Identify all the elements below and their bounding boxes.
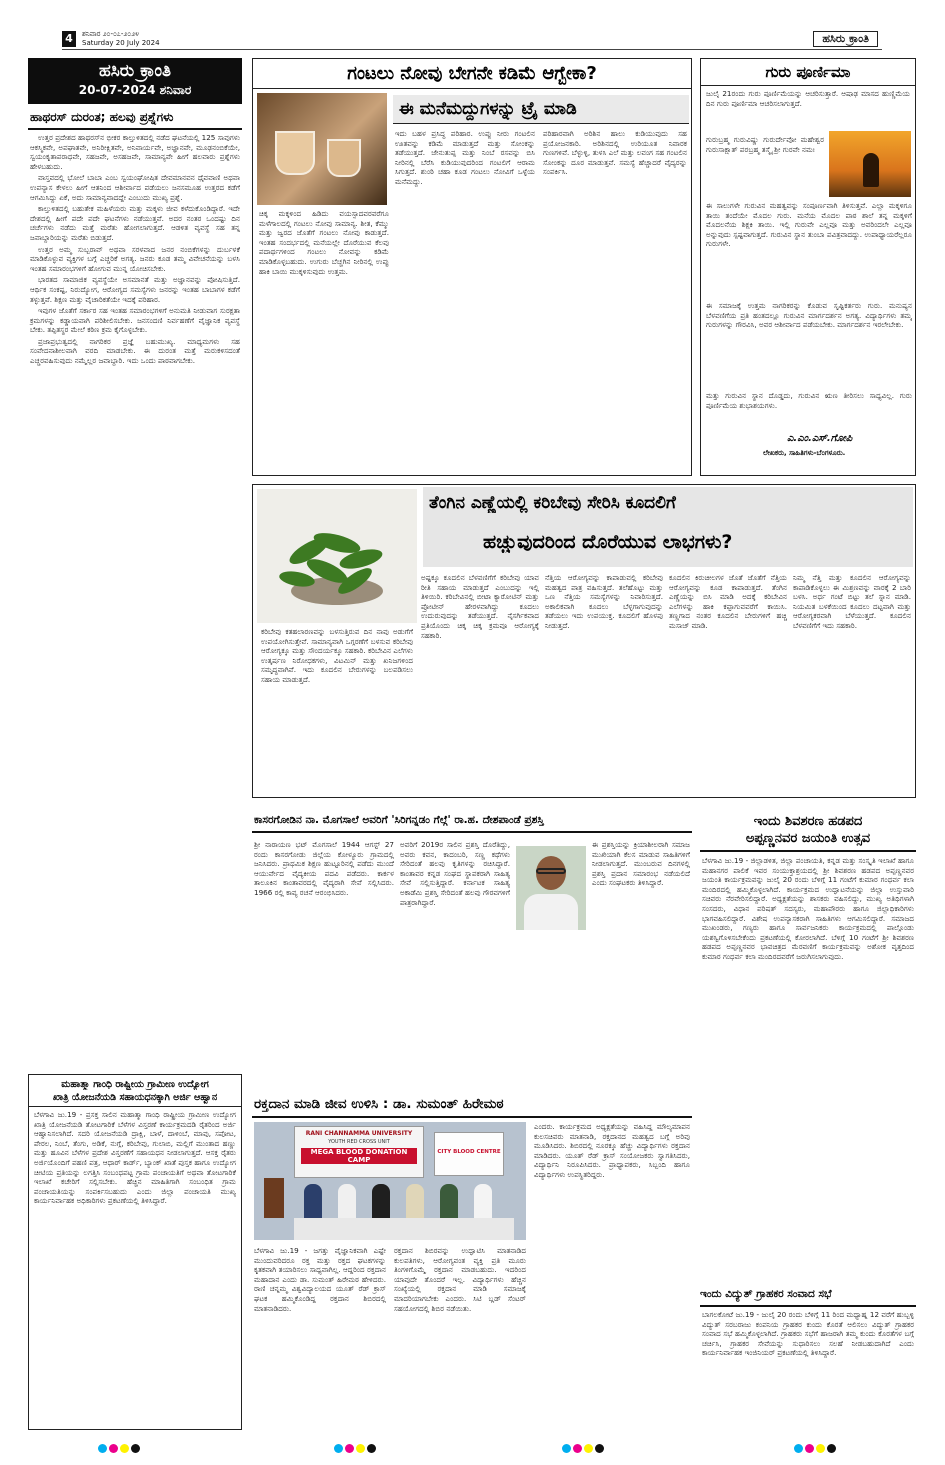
award-col: ಈ ಪ್ರಶಸ್ತಿಯನ್ನು ಕ್ರಿಯಾಶೀಲರಾಗಿ ಸಮಾಜ ಮುಖಿಯಾಗಿ ಕೆಲಸ ಮಾಡುವ ಸಾಹಿತಿಗಳಿಗೆ ನೀಡಲಾಗುತ್ತದೆ. ಮುಂಬರುವ ದಿನಗಳಲ್ಲಿ ಪ್ರಶಸ್ತಿ ಪ್ರದಾನ ಸಮಾರಂಭ ನಡೆಯಲಿದೆ ಎಂದು ಸಂಘಟಕರು ತಿಳಿಸಿದ್ದಾರೆ. — [592, 840, 690, 888]
cmyk-dot — [562, 1444, 571, 1453]
header-date-kn: ಶನಿವಾರ ೨೦-೦೭-೨೦೨೪ — [82, 30, 140, 38]
cmyk-dot — [584, 1444, 593, 1453]
cmyk-dot — [334, 1444, 343, 1453]
curry-title-line1: ತೆಂಗಿನ ಎಣ್ಣೆಯಲ್ಲಿ ಕರಿಬೇವು ಸೇರಿಸಿ ಕೂದಲಿಗೆ — [429, 493, 676, 513]
author-glasses — [536, 868, 566, 874]
shivasharana-body: ಬೆಳಗಾವಿ ಜು.19 - ಜಿಲ್ಲಾಡಳಿತ, ಜಿಲ್ಲಾ ಪಂಚಾಯತಿ, ಕನ್ನಡ ಮತ್ತು ಸಂಸ್ಕೃತಿ ಇಲಾಖೆ ಹಾಗೂ ಮಹಾನಗರ ಪಾಲಿಕೆ ಇವರ ಸಂಯುಕ್ತಾಶ್ರಯದಲ್ಲಿ ಶ್ರೀ ಶಿವಶರಣ ಹಡಪದ ಅಪ್ಪಣ್ಣನವರ ಜಯಂತಿ ಕಾರ್ಯಕ್ರಮವನ್ನು ಜುಲೈ 20 ರಂದು ಬೆಳಿಗ್ಗೆ 11 ಗಂಟೆಗೆ ಕುಮಾರ ಗಂಧರ್ವ ಕಲಾ ಮಂದಿರದಲ್ಲಿ ಹಮ್ಮಿಕೊಳ್ಳಲಾಗಿದೆ. ಕಾರ್ಯಕ್ರಮದ ಉದ್ಘಾಟನೆಯನ್ನು ಜಿಲ್ಲಾ ಉಸ್ತುವಾರಿ ಸಚಿವರು ನೆರವೇರಿಸಲಿದ್ದಾರೆ. ಅಧ್ಯಕ್ಷತೆಯನ್ನು ಶಾಸಕರು ವಹಿಸಲಿದ್ದು, ಮುಖ್ಯ ಅತಿಥಿಗಳಾಗಿ ಸಂಸದರು, ವಿಧಾನ ಪರಿಷತ್ ಸದಸ್ಯರು, ಮಹಾಪೌರರು ಹಾಗೂ ಜಿಲ್ಲಾಧಿಕಾರಿಗಳು ಭಾಗವಹಿಸಲಿದ್ದಾರೆ. ವಿಶೇಷ ಉಪನ್ಯಾಸಕರಾಗಿ ಸಾಹಿತಿಗಳು ಆಗಮಿಸಲಿದ್ದಾರೆ. ಸಮಾಜದ ಮುಖಂಡರು, ಗಣ್ಯರು ಹಾಗೂ ಸಾರ್ವಜನಿಕರು ಕಾರ್ಯಕ್ರಮದಲ್ಲಿ ಪಾಲ್ಗೊಂಡು ಯಶಸ್ವಿಗೊಳಿಸಬೇಕೆಂದು ಪ್ರಕಟಣೆಯಲ್ಲಿ ಕೋರಲಾಗಿದೆ. ಬೆಳಿಗ್ಗೆ 10 ಗಂಟೆಗೆ ಶ್ರೀ ಶಿವಶರಣ ಹಡಪದ ಅಪ್ಪಣ್ಣನವರ ಭಾವಚಿತ್ರದ ಮೆರವಣಿಗೆ ಕಾರ್ಯಕ್ರಮವನ್ನು ಅಶೋಕ ವೃತ್ತದಿಂದ ಕುಮಾರ ಗಂಧರ್ವ ಕಲಾ ಮಂದಿರದವರೆಗೆ ಜರುಗಿಸಲಾಗುವುದು. — [702, 856, 914, 961]
mgnrega-title-line1: ಮಹಾತ್ಮಾ ಗಾಂಧಿ ರಾಷ್ಟ್ರೀಯ ಗ್ರಾಮೀಣ ಉದ್ಯೋಗ — [61, 1079, 209, 1090]
guru-verse: ಗುರುಬ್ರಹ್ಮ ಗುರುವಿಷ್ಣು ಗುರುರ್ದೇವೋ ಮಹೇಶ್ವರ ಗುರುಸಾಕ್ಷಾತ್ ಪರಬ್ರಹ್ಮ ತಸ್ಮೈ ಶ್ರೀ ಗುರವೇ ನಮಃ — [706, 135, 824, 154]
throat-remedy-article — [252, 58, 692, 476]
award-col: ಅವರಿಗೆ 2019ರ ಸಾಲಿನ ಪ್ರಶಸ್ತಿ ದೊರೆತಿದ್ದು, ಅವರು ಕವನ, ಕಾದಂಬರಿ, ಸಣ್ಣ ಕಥೆಗಳು ಸೇರಿದಂತೆ ಹಲವು ಕೃತಿಗಳನ್ನು ರಚಿಸಿದ್ದಾರೆ. ಕಾಂತಾವರ ಕನ್ನಡ ಸಂಘದ ಸ್ಥಾಪಕರಾಗಿ ಸಾಹಿತ್ಯ ಸೇವೆ ಸಲ್ಲಿಸುತ್ತಿದ್ದಾರೆ. ಕರ್ನಾಟಕ ಸಾಹಿತ್ಯ ಅಕಾಡೆಮಿ ಪ್ರಶಸ್ತಿ ಸೇರಿದಂತೆ ಹಲವು ಗೌರವಗಳಿಗೆ ಪಾತ್ರರಾಗಿದ್ದಾರೆ. — [400, 840, 510, 907]
cmyk-dot — [367, 1444, 376, 1453]
mgnrega-title-line2: ಖಾತ್ರಿ ಯೋಜನೆಯಡಿ ಸಹಾಯಧನಕ್ಕಾಗಿ ಅರ್ಜಿ ಆಹ್ವಾನ — [29, 1090, 241, 1107]
registration-marks — [98, 1444, 140, 1453]
curry-under-img: ಕರಿಬೇವು ಕತಹಲಾರಣವನ್ನು ಬಳಸುತ್ತಿರುವ ದಿನ ನಾವು ಅಡುಗೆಗೆ ಉಪಯೋಗಿಸುತ್ತೇವೆ. ಸಾಮಾನ್ಯವಾಗಿ ಒಗ್ಗರಣೆಗೆ ಬಳಸುವ ಕರಿಬೇವು ಆರೋಗ್ಯಕ್ಕೂ ಮತ್ತು ಸೌಂದರ್ಯಕ್ಕೂ ಸಹಕಾರಿ. ಕರಿಬೇವಿನ ಎಲೆಗಳು ಉತ್ಕರ್ಷಣ ನಿರೋಧಕಗಳು, ವಿಟಮಿನ್ ಮತ್ತು ಖನಿಜಗಳಿಂದ ಸಮೃದ್ಧವಾಗಿವೆ. ಇದು ಕೂದಲಿನ ಬೇರುಗಳನ್ನು ಬಲಪಡಿಸಲು ಸಹಾಯ ಮಾಡುತ್ತದೆ. — [261, 627, 413, 684]
side-banner-text: CITY BLOOD CENTRE — [437, 1149, 501, 1155]
cmyk-dot — [816, 1444, 825, 1453]
curry-photo — [257, 489, 417, 623]
banner-university: RANI CHANNAMMA UNIVERSITY — [305, 1130, 413, 1137]
header-paper-name: ಹಸಿರು ಕ್ರಾಂತಿ — [813, 31, 878, 47]
hathras-title: ಹಾಥರಸ್ ದುರಂತ; ಹಲವು ಪ್ರಶ್ನೆಗಳು — [28, 106, 242, 130]
power-title: ಇಂದು ವಿದ್ಯುತ್ ಗ್ರಾಹಕರ ಸಂವಾದ ಸಭೆ — [700, 1284, 916, 1307]
throat-title-line1: ಗಂಟಲು ನೋವು ಬೇಗನೇ ಕಡಿಮೆ ಆಗ್ಬೇಕಾ? — [253, 59, 691, 89]
hathras-para: ಇವುಗಳ ಜೊತೆಗೆ ಸರ್ಕಾರ ಸಹ ಇಂತಹ ಸಮಾರಂಭಗಳಿಗೆ ಅನುಮತಿ ನೀಡುವಾಗ ಸುರಕ್ಷತಾ ಕ್ರಮಗಳನ್ನು ಕಡ್ಡಾಯವಾಗಿ ಪರಿಶೀಲಿಸಬೇಕು. ಜನಸಂದಣಿ ನಿರ್ವಹಣೆಗೆ ವೈಜ್ಞಾನಿಕ ವ್ಯವಸ್ಥೆ ಬೇಕು. ತಪ್ಪಿತಸ್ಥರ ಮೇಲೆ ಕಠಿಣ ಕ್ರಮ ಕೈಗೊಳ್ಳಬೇಕು. — [30, 306, 240, 335]
hathras-para: ಉತ್ತರ ಪ್ರದೇಶದ ಹಾಥರಸ್‌ನ ಭೀಕರ ಕಾಲ್ತುಳಿತದಲ್ಲಿ ನಡೆದ ಘಟನೆಯಲ್ಲಿ 125 ಸಾವುಗಳು ಆಕಸ್ಮಿಕವೇ, ಅಪಘಾತವೇ, ಅನಿರೀಕ್ಷಿತವೇ, ಅನಿವಾರ್ಯವೇ, ಅಜ್ಞಾನವೇ, ಮೂಢನಂಬಿಕೆಯೇ, ಸ್ವಯಂಕೃತಾಪರಾಧವೇ, ಸಹಜವೇ, ಅಸಹಜವೇ, ಸಾಮಾನ್ಯವೇ ಹೀಗೆ ಹಲವಾರು ಪ್ರಶ್ನೆಗಳು ಹೇಳಬಹುದು. — [30, 133, 240, 171]
curry-col: ನಿಮ್ಮ ನೆತ್ತಿ ಮತ್ತು ಕೂದಲಿನ ಆರೋಗ್ಯವನ್ನು ಕಾಪಾಡಿಕೊಳ್ಳಲು ಈ ಮಿಶ್ರಣವನ್ನು ವಾರಕ್ಕೆ 2 ಬಾರಿ ಬಳಸಿ. ಅರ್ಧ ಗಂಟೆ ಬಿಟ್ಟು ತಲೆ ಸ್ನಾನ ಮಾಡಿ. ನಿಯಮಿತ ಬಳಕೆಯಿಂದ ಕೂದಲು ದಟ್ಟವಾಗಿ ಮತ್ತು ಆರೋಗ್ಯಕರವಾಗಿ ಬೆಳೆಯುತ್ತದೆ. ಕೂದಲಿನ ಬೆಳವಣಿಗೆಗೆ ಇದು ಸಹಕಾರಿ. — [793, 573, 911, 630]
author-photo — [516, 846, 586, 930]
banner-unit: YOUTH RED CROSS UNIT — [328, 1139, 390, 1145]
guru-signature: ಎ.ಎಂ.ಎಸ್.ಗೋಪಿ — [787, 433, 853, 444]
curry-leaves-illustration — [257, 489, 417, 623]
guru-author-role: ಲೇಖಕರು, ಸಾಹಿತಿಗಳು-ಬೆಂಗಳೂರು. — [763, 449, 846, 457]
cmyk-dot — [805, 1444, 814, 1453]
guru-para: ಮತ್ತು ಗುರುವಿನ ಸ್ಥಾನ ದೊಡ್ಡದು, ಗುರುವಿನ ಋಣ ತೀರಿಸಲು ಸಾಧ್ಯವಿಲ್ಲ. ಗುರು ಪೂರ್ಣಿಮೆಯ ಶುಭಾಶಯಗಳು. — [706, 391, 912, 410]
banner-camp: MEGA BLOOD DONATION CAMP — [301, 1148, 417, 1164]
side-banner — [434, 1132, 504, 1176]
power-body: ಬಾಗಲಕೋಟೆ ಜು.19 - ಜುಲೈ 20 ರಂದು ಬೆಳಿಗ್ಗೆ 11 ರಿಂದ ಮಧ್ಯಾಹ್ನ 12 ವರೆಗೆ ಹುಬ್ಬಳ್ಳಿ ವಿದ್ಯುತ್ ಸರಬರಾಜು ಕಂಪನಿಯ ಗ್ರಾಹಕರ ಕುಂದು ಕೊರತೆ ಆಲಿಸಲು ವಿದ್ಯುತ್ ಗ್ರಾಹಕರ ಸಂವಾದ ಸಭೆ ಹಮ್ಮಿಕೊಳ್ಳಲಾಗಿದೆ. ಗ್ರಾಹಕರು ಸಭೆಗೆ ಹಾಜರಾಗಿ ತಮ್ಮ ಕುಂದು ಕೊರತೆಗಳ ಬಗ್ಗೆ ಚರ್ಚಿಸಿ, ಗ್ರಾಹಕರ ಸೇವೆಯನ್ನು ಸುಧಾರಿಸಲು ಸಲಹೆ ನೀಡಬಹುದಾಗಿದೆ ಎಂದು ಕಾರ್ಯನಿರ್ವಾಹಕ ಇಂಜಿನಿಯರ್ ಪ್ರಕಟಣೆಯಲ್ಲಿ ತಿಳಿಸಿದ್ದಾರೆ. — [702, 1310, 914, 1358]
hathras-body — [28, 130, 242, 1060]
registration-marks — [334, 1444, 376, 1453]
cmyk-dot — [827, 1444, 836, 1453]
guru-para: ಜುಲೈ 21ರಂದು ಗುರು ಪೂರ್ಣಿಮೆಯನ್ನು ಆಚರಿಸುತ್ತಾರೆ. ಆಷಾಢ ಮಾಸದ ಹುಣ್ಣಿಮೆಯ ದಿನ ಗುರು ಪೂರ್ಣಿಮಾ ಆಚರಿಸಲಾಗುತ್ತದೆ. — [706, 89, 910, 108]
guru-photo — [829, 131, 911, 197]
cmyk-dot — [109, 1444, 118, 1453]
shivasharana-article — [700, 808, 916, 1278]
curry-col: ನೆತ್ತಿಯ ಆರೋಗ್ಯವನ್ನು ಕಾಪಾಡುವಲ್ಲಿ ಕರಿಬೇವು ಮಹತ್ವದ ಪಾತ್ರ ವಹಿಸುತ್ತದೆ. ತಲೆಹೊಟ್ಟು ಮತ್ತು ಒಣ ನೆತ್ತಿಯ ಸಮಸ್ಯೆಗಳನ್ನು ನಿವಾರಿಸುತ್ತದೆ. ಅಕಾಲಿಕವಾಗಿ ಕೂದಲು ಬೆಳ್ಳಗಾಗುವುದನ್ನು ತಡೆಯಲು ಇದು ಉಪಯುಕ್ತ. ಕೂದಲಿಗೆ ಹೊಳಪು ನೀಡುತ್ತದೆ. — [545, 573, 663, 630]
page-header — [62, 30, 882, 50]
hathras-para: ಉತ್ತರ ಅಮ್ಮ ಸುಬ್ಬರಾವ್ ಅಥವಾ ಸರಳವಾದ ಜನರ ನಂಬಿಕೆಗಳನ್ನು ದುರ್ಬಳಕೆ ಮಾಡಿಕೊಳ್ಳುವ ವ್ಯಕ್ತಿಗಳ ಬಗ್ಗೆ ಎಚ್ಚರಿಕೆ ಅಗತ್ಯ. ಜನರು ಕೂಡ ತಮ್ಮ ವಿವೇಚನೆಯನ್ನು ಬಳಸಿ ಇಂತಹ ಸಮಾರಂಭಗಳಿಗೆ ಹೋಗುವ ಮುನ್ನ ಯೋಚಿಸಬೇಕು. — [30, 244, 240, 273]
blood-col: ಎಂದರು. ಕಾರ್ಯಕ್ರಮದ ಅಧ್ಯಕ್ಷತೆಯನ್ನು ವಹಿಸಿದ್ದ ಮೌಲ್ಯಮಾಪನ ಕುಲಸಚಿವರು ಮಾತನಾಡಿ, ರಕ್ತದಾನದ ಮಹತ್ವದ ಬಗ್ಗೆ ಅರಿವು ಮೂಡಿಸಿದರು. ಶಿಬಿರದಲ್ಲಿ ನೂರಕ್ಕೂ ಹೆಚ್ಚು ವಿದ್ಯಾರ್ಥಿಗಳು ರಕ್ತದಾನ ಮಾಡಿದರು. ಯೂತ್ ರೆಡ್ ಕ್ರಾಸ್ ಸಂಯೋಜಕರು ಸ್ವಾಗತಿಸಿದರು, ವಿದ್ಯಾರ್ಥಿನಿ ನಿರೂಪಿಸಿದರು. ಪ್ರಾಧ್ಯಾಪಕರು, ಸಿಬ್ಬಂದಿ ಹಾಗೂ ವಿದ್ಯಾರ್ಥಿಗಳು ಉಪಸ್ಥಿತರಿದ್ದರು. — [534, 1122, 690, 1179]
tea-cup — [275, 131, 315, 175]
award-title: ಕಾಸರಗೋಡಿನ ನಾ. ಮೊಗಸಾಲೆ ಅವರಿಗೆ 'ಸಿರಿಗನ್ನಡಂ ಗೆಲ್ಗೆ' ರಾ.ಹ. ದೇಶಪಾಂಡೆ ಪ್ರಶಸ್ತಿ — [252, 808, 692, 833]
blood-title: ರಕ್ತದಾನ ಮಾಡಿ ಜೀವ ಉಳಿಸಿ : ಡಾ. ಸುಮಂತ್ ಹಿರೇಮಠ — [252, 1092, 692, 1118]
power-meeting-article — [700, 1284, 916, 1430]
header-date-en: Saturday 20 July 2024 — [82, 39, 160, 47]
curry-leaves-article — [252, 484, 916, 798]
masthead-date: 20-07-2024 ಶನಿವಾರ — [78, 83, 192, 97]
page-number: 4 — [62, 31, 76, 47]
cmyk-dot — [345, 1444, 354, 1453]
blood-col: ರಕ್ತದಾನ ಶಿಬಿರವನ್ನು ಉದ್ಘಾಟಿಸಿ ಮಾತನಾಡಿದ ಕುಲಪತಿಗಳು, ಆರೋಗ್ಯವಂತ ವ್ಯಕ್ತಿ ಪ್ರತಿ ಮೂರು ತಿಂಗಳಿಗೊಮ್ಮೆ ರಕ್ತದಾನ ಮಾಡಬಹುದು. ಇದರಿಂದ ಯಾವುದೇ ತೊಂದರೆ ಇಲ್ಲ. ವಿದ್ಯಾರ್ಥಿಗಳು ಹೆಚ್ಚಿನ ಸಂಖ್ಯೆಯಲ್ಲಿ ರಕ್ತದಾನ ಮಾಡಿ ಸಮಾಜಕ್ಕೆ ಮಾದರಿಯಾಗಬೇಕು ಎಂದರು. ಸಿಟಿ ಬ್ಲಡ್ ಸೆಂಟರ್ ಸಹಯೋಗದಲ್ಲಿ ಶಿಬಿರ ನಡೆಯಿತು. — [394, 1246, 526, 1313]
stage-banner — [294, 1126, 424, 1178]
curry-col: ಅಷ್ಟಕ್ಕೂ ಕೂದಲಿನ ಬೆಳವಣಿಗೆಗೆ ಕರಿಬೇವು ಯಾವ ರೀತಿ ಸಹಾಯ ಮಾಡುತ್ತದೆ ಎಂಬುದನ್ನು ಇಲ್ಲಿ ತಿಳಿಯಿರಿ. ಕರಿಬೇವಿನಲ್ಲಿ ಬೀಟಾ ಕ್ಯಾರೋಟಿನ್ ಮತ್ತು ಪ್ರೋಟೀನ್ ಹೇರಳವಾಗಿದ್ದು ಕೂದಲು ಉದುರುವುದನ್ನು ತಡೆಯುತ್ತದೆ. ನೈಸರ್ಗಿಕವಾದ ಪ್ರತಿಯೊಂದು ಚಿಕ್ಕ ಚಿಕ್ಕ ಕ್ರಮವೂ ಆರೋಗ್ಯಕ್ಕೆ ಸಹಕಾರಿ. — [421, 573, 539, 640]
tea-photo — [257, 93, 387, 205]
guru-silhouette — [863, 153, 879, 187]
throat-col: ಇದು ಬಹಳ ಪ್ರಸಿದ್ಧ ಪರಿಹಾರ. ಉಪ್ಪು ನೀರು ಗಂಟಲಿನ ಊತವನ್ನು ಕಡಿಮೆ ಮಾಡುತ್ತದೆ ಮತ್ತು ಸೋಂಕನ್ನು ತಡೆಯುತ್ತದೆ. ಜೇನುತುಪ್ಪ ಮತ್ತು ನಿಂಬೆ ರಸವನ್ನು ಬಿಸಿ ನೀರಿನಲ್ಲಿ ಬೆರೆಸಿ ಕುಡಿಯುವುದರಿಂದ ಗಂಟಲಿಗೆ ಆರಾಮ ಸಿಗುತ್ತದೆ. ಶುಂಠಿ ಚಹಾ ಕೂಡ ಗಂಟಲು ನೋವಿಗೆ ಒಳ್ಳೆಯ ಮನೆಮದ್ದು. — [395, 129, 535, 186]
curry-title-line2: ಹಚ್ಚುವುದರಿಂದ ದೊರೆಯುವ ಲಾಭಗಳು? — [483, 531, 733, 553]
tea-cup — [327, 139, 361, 177]
podium — [264, 1178, 284, 1218]
masthead — [28, 58, 242, 104]
award-article — [252, 808, 692, 1084]
masthead-logo: ಹಸಿರು ಕ್ರಾಂತಿ — [98, 61, 172, 81]
throat-col: ಚಿಕ್ಕ ಮಕ್ಕಳಿಂದ ಹಿಡಿದು ವಯಸ್ಸಾದವರವರೆಗೂ ಮಳೆಗಾಲದಲ್ಲಿ ಗಂಟಲು ನೋವು ಸಾಮಾನ್ಯ. ಶೀತ, ಕೆಮ್ಮು ಮತ್ತು ಜ್ವರದ ಜೊತೆಗೆ ಗಂಟಲು ನೋವು ಕಾಡುತ್ತದೆ. ಇಂತಹ ಸಂದರ್ಭದಲ್ಲಿ ಮನೆಯಲ್ಲೇ ದೊರೆಯುವ ಕೆಲವು ಪದಾರ್ಥಗಳಿಂದ ಗಂಟಲು ನೋವನ್ನು ಕಡಿಮೆ ಮಾಡಿಕೊಳ್ಳಬಹುದು. ಉಗುರು ಬೆಚ್ಚಗಿನ ನೀರಿನಲ್ಲಿ ಉಪ್ಪು ಹಾಕಿ ಬಾಯಿ ಮುಕ್ಕಳಿಸುವುದು ಉತ್ತಮ. — [259, 209, 389, 276]
hathras-para: ಪ್ರಜಾಪ್ರಭುತ್ವದಲ್ಲಿ ನಾಗರಿಕರ ಪ್ರಜ್ಞೆ ಬಹುಮುಖ್ಯ. ಮಾಧ್ಯಮಗಳು ಸಹ ಸಂವೇದನಾಶೀಲವಾಗಿ ವರದಿ ಮಾಡಬೇಕು. ಈ ದುರಂತ ಮತ್ತೆ ಮರುಕಳಿಸದಂತೆ ಎಚ್ಚರವಹಿಸುವುದು ನಮ್ಮೆಲ್ಲರ ಜವಾಬ್ದಾರಿ. ಇದು ಒಂದು ಪಾಠವಾಗಬೇಕು. — [30, 336, 240, 366]
guru-poornima-article — [700, 58, 916, 476]
cmyk-dot — [595, 1444, 604, 1453]
stage-table — [294, 1218, 514, 1240]
curry-col: ಕೂದಲಿನ ಕಿರುಚೀಲಗಳ ಜೊತೆ ಜೊತೆಗೆ ನೆತ್ತಿಯ ಆರೋಗ್ಯವನ್ನು ಕೂಡ ಕಾಪಾಡುತ್ತದೆ. ತೆಂಗಿನ ಎಣ್ಣೆಯನ್ನು ಬಿಸಿ ಮಾಡಿ ಅದಕ್ಕೆ ಕರಿಬೇವಿನ ಎಲೆಗಳನ್ನು ಹಾಕಿ ಕಪ್ಪಾಗುವವರೆಗೆ ಕಾಯಿಸಿ. ತಣ್ಣಗಾದ ನಂತರ ಕೂದಲಿನ ಬೇರುಗಳಿಗೆ ಹಚ್ಚಿ ಮಸಾಜ್ ಮಾಡಿ. — [669, 573, 787, 630]
guru-para: ಈ ಸಮಾಜಕ್ಕೆ ಉತ್ತಮ ನಾಗರಿಕರನ್ನು ಕೊಡುವ ಸೃಷ್ಟಿಕರ್ತರು ಗುರು. ಮನುಷ್ಯನ ಬೆಳವಣಿಗೆಯ ಪ್ರತಿ ಹಂತದಲ್ಲೂ ಗುರುವಿನ ಮಾರ್ಗದರ್ಶನ ಅಗತ್ಯ. ವಿದ್ಯಾರ್ಥಿಗಳು ತಮ್ಮ ಗುರುಗಳನ್ನು ಗೌರವಿಸಿ, ಅವರ ಆಶೀರ್ವಾದ ಪಡೆಯಬೇಕು. ಮಾರ್ಗದರ್ಶನ ಇರಲೇಬೇಕು. — [706, 301, 912, 330]
shivasharana-title-line1: ಇಂದು ಶಿವಶರಣ ಹಡಪದ — [753, 814, 863, 829]
cmyk-dot — [98, 1444, 107, 1453]
cmyk-dot — [794, 1444, 803, 1453]
author-shirt — [524, 894, 578, 930]
guru-para: ಈ ಸಾಲುಗಳೇ ಗುರುವಿನ ಮಹತ್ವವನ್ನು ಸಂಪೂರ್ಣವಾಗಿ ತಿಳಿಸುತ್ತವೆ. ಎಲ್ಲಾ ಮಕ್ಕಳಿಗೂ ತಾಯಿ ತಂದೆಯೇ ಮೊದಲ ಗುರು. ಮನೆಯ ಮೊದಲ ಪಾಠ ಶಾಲೆ ತನ್ನ ಮಕ್ಕಳಿಗೆ ಮೊದಲನೆಯ ಶಿಕ್ಷಕಿ ತಾಯಿ. ಇಲ್ಲಿ ಗುರುವೇ ಎಲ್ಲವೂ ಮತ್ತು ಅವರಿಂದಲೇ ಎಲ್ಲವೂ ಅನ್ನುವುದು ಸ್ಪಷ್ಟವಾಗುತ್ತದೆ. ಗುರುವಿನ ಸ್ಥಾನ ತುಂಬಾ ಪವಿತ್ರವಾದದ್ದು. ಉಪಾಧ್ಯಾಯರೆಲ್ಲರೂ ಗುರುಗಳೇ. — [706, 201, 912, 249]
cmyk-dot — [356, 1444, 365, 1453]
blood-col: ಬೆಳಗಾವಿ ಜು.19 - ಜಗತ್ತು ವೈಜ್ಞಾನಿಕವಾಗಿ ಎಷ್ಟೇ ಮುಂದುವರಿದರೂ ರಕ್ತ ಮತ್ತು ರಕ್ತದ ಘಟಕಗಳನ್ನು ಕೃತಕವಾಗಿ ತಯಾರಿಸಲು ಸಾಧ್ಯವಾಗಿಲ್ಲ. ಆದ್ದರಿಂದ ರಕ್ತದಾನ ಮಹಾದಾನ ಎಂದು ಡಾ. ಸುಮಂತ್ ಹಿರೇಮಠ ಹೇಳಿದರು. ರಾಣಿ ಚನ್ನಮ್ಮ ವಿಶ್ವವಿದ್ಯಾಲಯದ ಯೂತ್ ರೆಡ್ ಕ್ರಾಸ್ ಘಟಕ ಹಮ್ಮಿಕೊಂಡಿದ್ದ ರಕ್ತದಾನ ಶಿಬಿರದಲ್ಲಿ ಮಾತನಾಡಿದರು. — [254, 1246, 386, 1313]
hathras-article — [28, 106, 242, 1064]
cmyk-dot — [131, 1444, 140, 1453]
mgnrega-body: ಬೆಳಗಾವಿ ಜು.19 - ಪ್ರಸಕ್ತ ಸಾಲಿನ ಮಹಾತ್ಮಾ ಗಾಂಧಿ ರಾಷ್ಟ್ರೀಯ ಗ್ರಾಮೀಣ ಉದ್ಯೋಗ ಖಾತ್ರಿ ಯೋಜನೆಯಡಿ ತೋಟಗಾರಿಕೆ ಬೆಳೆಗಳ ವಿಸ್ತರಣೆ ಕಾರ್ಯಕ್ರಮದಡಿ ರೈತರಿಂದ ಅರ್ಜಿ ಆಹ್ವಾನಿಸಲಾಗಿದೆ. ಸದರಿ ಯೋಜನೆಯಡಿ ದ್ರಾಕ್ಷಿ, ಬಾಳೆ, ದಾಳಿಂಬೆ, ಮಾವು, ಸಪೋಟ, ಪೇರಲ, ನಿಂಬೆ, ತೆಂಗು, ಅಡಿಕೆ, ನುಗ್ಗೆ, ಕರಿಬೇವು, ಗುಲಾಬಿ, ಮಲ್ಲಿಗೆ ಮುಂತಾದ ಹಣ್ಣು ಮತ್ತು ಹೂವಿನ ಬೆಳೆಗಳ ಪ್ರದೇಶ ವಿಸ್ತರಣೆಗೆ ಸಹಾಯಧನ ನೀಡಲಾಗುತ್ತದೆ. ಆಸಕ್ತ ರೈತರು ಅರ್ಜಿಯೊಂದಿಗೆ ಪಹಣಿ ಪತ್ರ, ಆಧಾರ್ ಕಾರ್ಡ್, ಬ್ಯಾಂಕ್ ಖಾತೆ ಪುಸ್ತಕ ಹಾಗೂ ಉದ್ಯೋಗ ಚೀಟಿಯ ಪ್ರತಿಯನ್ನು ಲಗತ್ತಿಸಿ ಸಂಬಂಧಪಟ್ಟ ಗ್ರಾಮ ಪಂಚಾಯತಿಗೆ ಅಥವಾ ತೋಟಗಾರಿಕೆ ಇಲಾಖೆ ಕಚೇರಿಗೆ ಸಲ್ಲಿಸಬೇಕು. ಹೆಚ್ಚಿನ ಮಾಹಿತಿಗಾಗಿ ಸಂಬಂಧಿತ ಗ್ರಾಮ ಪಂಚಾಯತಿಯನ್ನು ಸಂಪರ್ಕಿಸಬಹುದು ಎಂದು ಜಿಲ್ಲಾ ಪಂಚಾಯತಿ ಮುಖ್ಯ ಕಾರ್ಯನಿರ್ವಾಹಕ ಅಧಿಕಾರಿಗಳು ಪ್ರಕಟಣೆಯಲ್ಲಿ ತಿಳಿಸಿದ್ದಾರೆ. — [34, 1110, 236, 1206]
award-col: ಶ್ರೀ ನಾರಾಯಣ ಭಟ್ ಮೊಗಸಾಲೆ 1944 ಆಗಸ್ಟ್ 27 ರಂದು ಕಾಸರಗೋಡು ಜಿಲ್ಲೆಯ ಕೋಳ್ಯೂರು ಗ್ರಾಮದಲ್ಲಿ ಜನಿಸಿದರು. ಪ್ರಾಥಮಿಕ ಶಿಕ್ಷಣ ಹುಟ್ಟೂರಿನಲ್ಲಿ ಪಡೆದು ಮುಂದೆ ಆಯುರ್ವೇದ ವೈದ್ಯಕೀಯ ಪದವಿ ಪಡೆದರು. ಕಾರ್ಕಳ ತಾಲೂಕಿನ ಕಾಂತಾವರದಲ್ಲಿ ವೈದ್ಯರಾಗಿ ಸೇವೆ ಸಲ್ಲಿಸಿದರು. 1966 ರಲ್ಲಿ ಕಾವ್ಯ ರಚನೆ ಆರಂಭಿಸಿದರು. — [254, 840, 394, 897]
cmyk-dot — [573, 1444, 582, 1453]
registration-marks — [562, 1444, 604, 1453]
registration-marks — [794, 1444, 836, 1453]
event-photo — [254, 1122, 526, 1240]
throat-col: ಪರಿಹಾರವಾಗಿ ಅರಿಶಿನ ಹಾಲು ಕುಡಿಯುವುದು ಸಹ ಪ್ರಯೋಜನಕಾರಿ. ಅರಿಶಿನದಲ್ಲಿ ಉರಿಯೂತ ನಿವಾರಕ ಗುಣಗಳಿವೆ. ಬೆಳ್ಳುಳ್ಳಿ, ತುಳಸಿ ಎಲೆ ಮತ್ತು ಲವಂಗ ಸಹ ಗಂಟಲಿನ ಸೋಂಕನ್ನು ದೂರ ಮಾಡುತ್ತವೆ. ಸಮಸ್ಯೆ ಹೆಚ್ಚಾದರೆ ವೈದ್ಯರನ್ನು ಸಂಪರ್ಕಿಸಿ. — [543, 129, 687, 177]
shivasharana-title-line2: ಅಪ್ಪಣ್ಣನವರ ಜಯಂತಿ ಉತ್ಸವ — [700, 829, 916, 852]
guru-title: ಗುರು ಪೂರ್ಣಿಮಾ — [701, 59, 915, 86]
throat-title-line2: ಈ ಮನೆಮದ್ದುಗಳನ್ನು ಟ್ರೈ ಮಾಡಿ — [393, 95, 689, 124]
cmyk-dot — [120, 1444, 129, 1453]
hathras-para: ಕಾಲ್ತುಳಿತದಲ್ಲಿ ಬಹುತೇಕ ಮಹಿಳೆಯರು ಮತ್ತು ಮಕ್ಕಳು ಜೀವ ಕಳೆದುಕೊಂಡಿದ್ದಾರೆ. ಇದೇ ದೇಶದಲ್ಲಿ ಹೀಗೆ ಪದೇ ಪದೇ ಘಟನೆಗಳು ನಡೆಯುತ್ತವೆ. ಅದರ ನಂತರ ಒಂದಷ್ಟು ದಿನ ಚರ್ಚೆಗಳು ನಡೆದು ಮತ್ತೆ ಮರೆತು ಹೋಗಲಾಗುತ್ತದೆ. ಆಡಳಿತ ವ್ಯವಸ್ಥೆ ಸಹ ತನ್ನ ಜವಾಬ್ದಾರಿಯನ್ನು ಮರೆತು ಬಿಡುತ್ತದೆ. — [30, 204, 240, 242]
mgnrega-article — [28, 1074, 242, 1430]
hathras-para: ವಾಸ್ತವದಲ್ಲಿ ಭೋಲೆ ಬಾಬಾ ಎಂಬ ಸ್ವಯಂಘೋಷಿತ ದೇವಮಾನವನ ಧೈವವಾಣಿ ಅಥವಾ ಉಪನ್ಯಾಸ ಕೇಳಲು ಹೀಗೆ ಆತನಿಂದ ಆಶೀರ್ವಾದ ಪಡೆಯಲು ಜನಸಮೂಹ ಉತ್ತರದ ಕಡೆಗೆ ಆಗಮಿಸಿದ್ದು ಏಕೆ, ಅದು ಸಾಮಾನ್ಯವಾದದ್ದೇ ಎಂಬುದು ಮುಖ್ಯ ಪ್ರಶ್ನೆ. — [30, 173, 240, 202]
hathras-para: ಭಾರತದ ಸಾಮಾಜಿಕ ವ್ಯವಸ್ಥೆಯೇ ಅಸಮಾನತೆ ಮತ್ತು ಅಜ್ಞಾನವನ್ನು ಪೋಷಿಸುತ್ತಿದೆ. ಆರ್ಥಿಕ ಸಂಕಷ್ಟ, ನಿರುದ್ಯೋಗ, ಆರೋಗ್ಯದ ಸಮಸ್ಯೆಗಳು ಜನರನ್ನು ಇಂತಹ ಬಾಬಾಗಳ ಕಡೆಗೆ ತಳ್ಳುತ್ತವೆ. ಶಿಕ್ಷಣ ಮತ್ತು ವೈಚಾರಿಕತೆಯೇ ಇದಕ್ಕೆ ಪರಿಹಾರ. — [30, 275, 240, 304]
blood-donation-article — [252, 1092, 692, 1430]
